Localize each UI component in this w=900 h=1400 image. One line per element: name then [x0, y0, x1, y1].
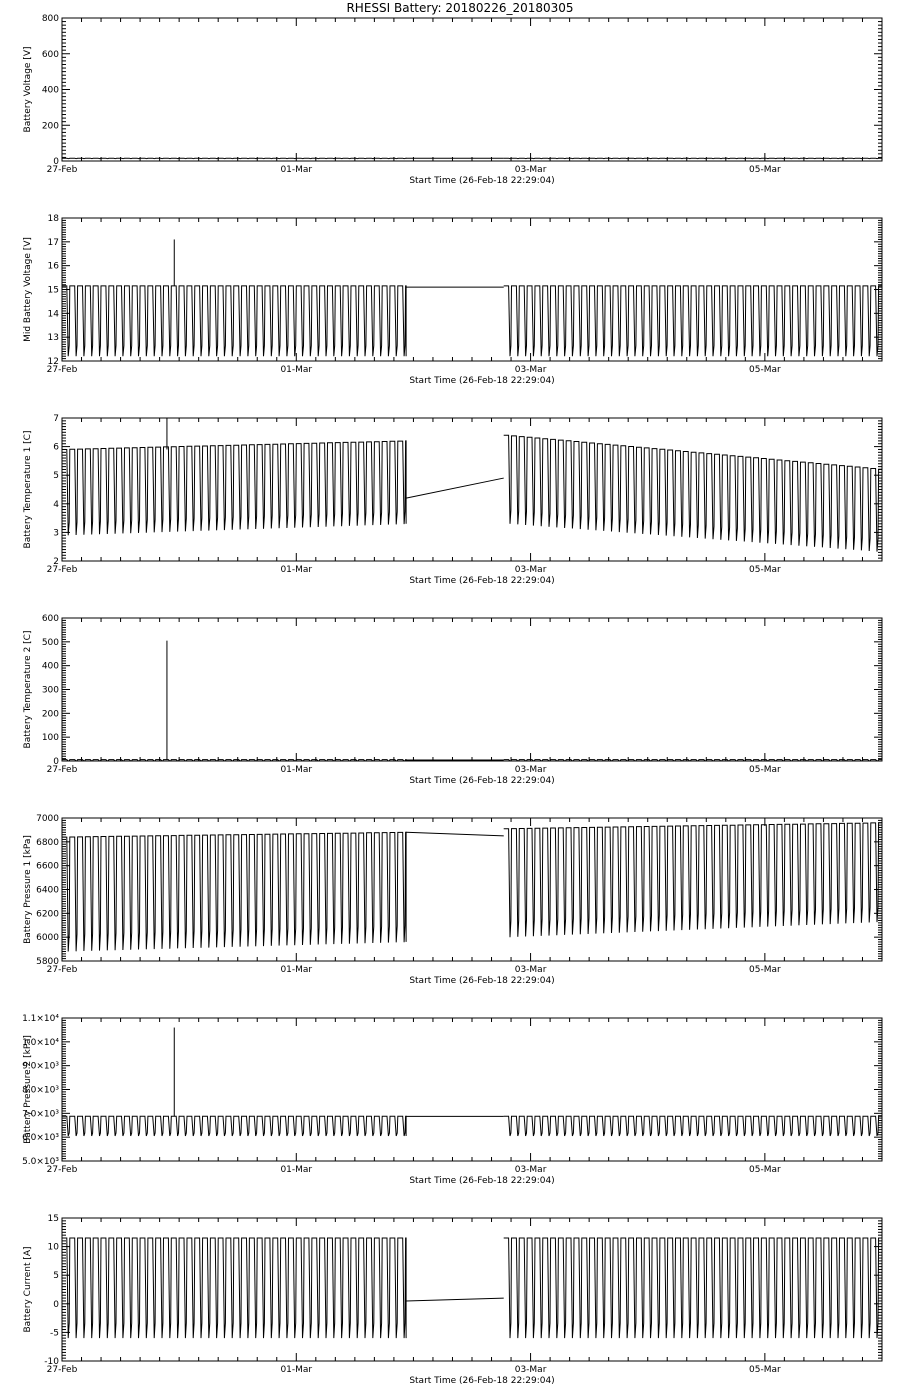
- y-axis-label: Battery Temperature 1 [C]: [23, 430, 33, 549]
- y-tick-label: 13: [47, 333, 59, 344]
- x-tick-label: 27-Feb: [46, 965, 78, 975]
- series-gap-line: [406, 478, 504, 498]
- y-tick-label: 6.0×10³: [22, 1133, 59, 1144]
- series-line-segment-2: [504, 435, 882, 552]
- x-tick-label: 05-Mar: [749, 1365, 781, 1375]
- y-tick-label: 3: [53, 528, 59, 539]
- y-tick-label: 6: [53, 442, 59, 453]
- x-tick-label: 03-Mar: [514, 1365, 547, 1375]
- y-tick-label: 7: [53, 414, 59, 424]
- x-tick-label: 27-Feb: [46, 1165, 78, 1175]
- x-tick-label: 01-Mar: [280, 765, 313, 775]
- x-tick-label: 05-Mar: [749, 565, 781, 575]
- y-axis-label: Battery Temperature 2 [C]: [23, 630, 33, 749]
- x-axis-label: Start Time (26-Feb-18 22:29:04): [409, 576, 555, 586]
- x-tick-label: 03-Mar: [514, 365, 547, 375]
- series-line-segment-2: [504, 286, 882, 356]
- x-tick-label: 03-Mar: [514, 765, 547, 775]
- y-tick-label: -10: [44, 1357, 59, 1367]
- panel-current: [23, 1214, 882, 1386]
- x-tick-label: 05-Mar: [749, 1165, 781, 1175]
- x-tick-label: 05-Mar: [749, 765, 781, 775]
- y-tick-label: 6800: [36, 837, 59, 848]
- y-tick-label: 7000: [36, 814, 59, 824]
- y-tick-label: -5: [50, 1328, 59, 1339]
- y-tick-label: 2: [53, 557, 59, 567]
- x-axis-label: Start Time (26-Feb-18 22:29:04): [409, 176, 555, 186]
- y-tick-label: 18: [47, 214, 59, 224]
- series-gap-line: [406, 832, 504, 836]
- panels-container: [22, 14, 882, 1386]
- y-tick-label: 8.0×10³: [22, 1085, 59, 1096]
- y-tick-label: 600: [41, 49, 59, 60]
- x-axis-label: Start Time (26-Feb-18 22:29:04): [409, 1376, 555, 1386]
- panel-mid_voltage: [23, 214, 882, 386]
- y-tick-label: 0: [53, 757, 59, 767]
- panel-temp1: [23, 414, 882, 586]
- panel-voltage: [23, 14, 882, 186]
- y-tick-label: 15: [47, 285, 59, 296]
- y-tick-label: 10: [47, 1242, 59, 1253]
- x-axis-label: Start Time (26-Feb-18 22:29:04): [409, 376, 555, 386]
- x-tick-label: 27-Feb: [46, 565, 78, 575]
- y-tick-label: 15: [47, 1214, 59, 1224]
- x-tick-label: 01-Mar: [280, 165, 313, 175]
- x-tick-label: 27-Feb: [46, 165, 78, 175]
- y-tick-label: 17: [47, 237, 59, 248]
- series-line-segment-2: [504, 1116, 882, 1136]
- panel-pressure1: [23, 814, 882, 986]
- series-line-segment-1: [62, 286, 406, 356]
- series-line-segment-1: [62, 441, 406, 535]
- x-tick-label: 01-Mar: [280, 365, 313, 375]
- y-tick-label: 200: [41, 121, 59, 132]
- x-axis-label: Start Time (26-Feb-18 22:29:04): [409, 776, 555, 786]
- series-gap-line: [406, 1298, 504, 1301]
- series-line-segment-2: [504, 1238, 882, 1338]
- panel-temp2: [23, 614, 882, 786]
- y-tick-label: 400: [41, 85, 59, 96]
- x-axis-label: Start Time (26-Feb-18 22:29:04): [409, 1176, 555, 1186]
- y-tick-label: 6600: [36, 861, 59, 872]
- y-tick-label: 0: [53, 157, 59, 167]
- y-tick-label: 5: [53, 471, 59, 482]
- series-line-segment-2: [504, 823, 882, 937]
- y-tick-label: 4: [53, 499, 59, 510]
- x-tick-label: 03-Mar: [514, 1165, 547, 1175]
- x-tick-label: 27-Feb: [46, 1365, 78, 1375]
- y-tick-label: 9.0×10³: [22, 1061, 59, 1072]
- y-tick-label: 6000: [36, 933, 59, 944]
- plot-frame: [62, 18, 882, 161]
- x-tick-label: 05-Mar: [749, 365, 781, 375]
- series-line-segment-1: [62, 1238, 406, 1338]
- series-line-segment-1: [62, 832, 406, 951]
- x-tick-label: 01-Mar: [280, 565, 313, 575]
- y-tick-label: 5.0×10³: [22, 1157, 59, 1167]
- x-tick-label: 03-Mar: [514, 165, 547, 175]
- y-tick-label: 400: [41, 661, 59, 672]
- y-tick-label: 200: [41, 709, 59, 720]
- y-tick-label: 600: [41, 614, 59, 624]
- y-axis-label: Mid Battery Voltage [V]: [23, 237, 33, 342]
- figure-title: RHESSI Battery: 20180226_20180305: [346, 1, 574, 15]
- x-tick-label: 05-Mar: [749, 165, 781, 175]
- y-tick-label: 5: [53, 1271, 59, 1282]
- y-tick-label: 14: [47, 309, 59, 320]
- series-line-segment-1: [62, 1116, 406, 1136]
- plot-frame: [62, 1018, 882, 1161]
- x-tick-label: 01-Mar: [280, 1165, 313, 1175]
- y-tick-label: 7.0×10³: [22, 1109, 59, 1120]
- x-tick-label: 05-Mar: [749, 965, 781, 975]
- x-tick-label: 27-Feb: [46, 365, 78, 375]
- y-axis-label: Battery Current [A]: [23, 1246, 33, 1333]
- y-tick-label: 6200: [36, 909, 59, 920]
- plot-frame: [62, 618, 882, 761]
- y-tick-label: 300: [41, 685, 59, 696]
- y-tick-label: 12: [47, 357, 59, 367]
- y-tick-label: 1.1×10⁴: [22, 1014, 59, 1024]
- y-tick-label: 800: [41, 14, 59, 24]
- y-tick-label: 6400: [36, 885, 59, 896]
- x-tick-label: 03-Mar: [514, 565, 547, 575]
- y-tick-label: 0: [53, 1299, 59, 1310]
- x-tick-label: 01-Mar: [280, 965, 313, 975]
- y-tick-label: 1.0×10⁴: [22, 1037, 59, 1048]
- y-tick-label: 16: [47, 261, 59, 272]
- x-tick-label: 03-Mar: [514, 965, 547, 975]
- panel-pressure2: [22, 1014, 882, 1186]
- x-tick-label: 27-Feb: [46, 765, 78, 775]
- y-tick-label: 100: [41, 733, 59, 744]
- y-axis-label: Battery Pressure 2 [kPa]: [23, 1035, 33, 1144]
- y-tick-label: 5800: [36, 957, 59, 967]
- y-axis-label: Battery Pressure 1 [kPa]: [23, 835, 33, 944]
- x-axis-label: Start Time (26-Feb-18 22:29:04): [409, 976, 555, 986]
- x-tick-label: 01-Mar: [280, 1365, 313, 1375]
- y-axis-label: Battery Voltage [V]: [23, 46, 33, 133]
- y-tick-label: 500: [41, 637, 59, 648]
